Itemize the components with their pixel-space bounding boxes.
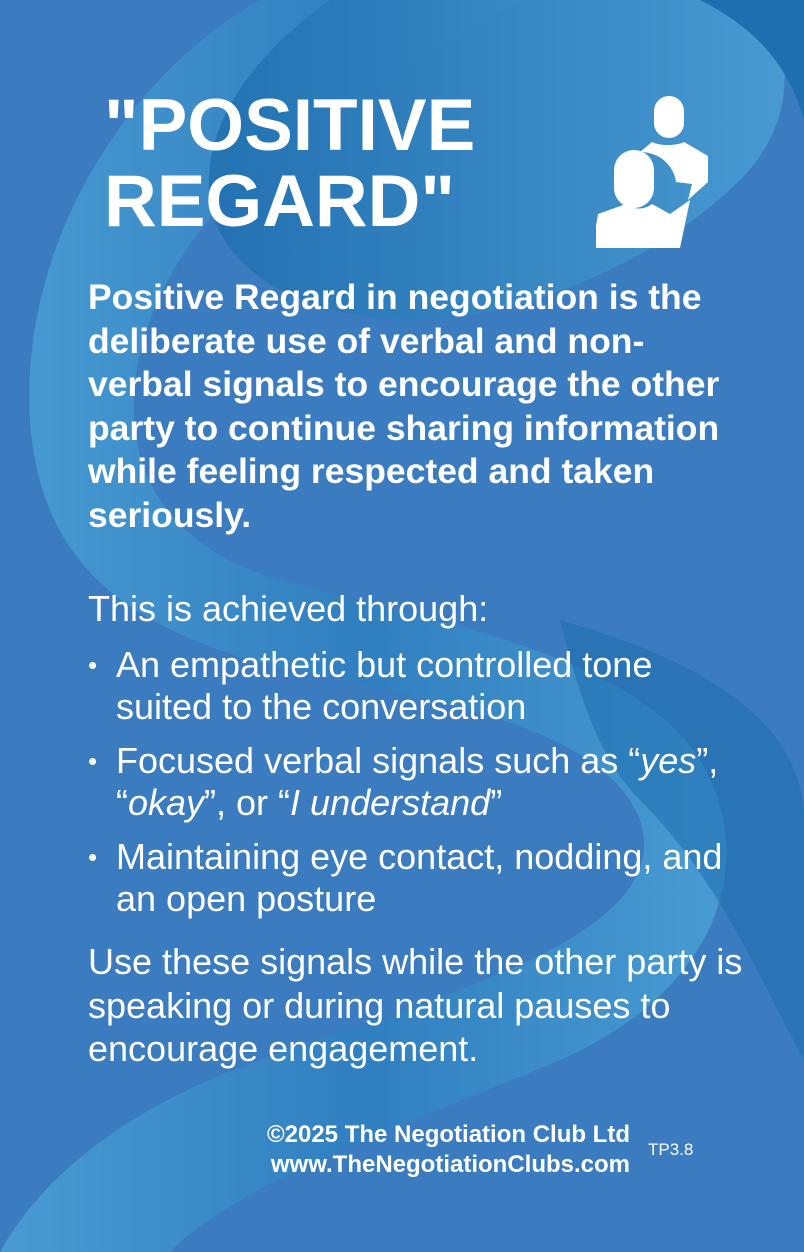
list-item bbox=[88, 836, 748, 920]
list-item-text: An empathetic but controlled tone suited to the conversation bbox=[116, 644, 653, 727]
closing-paragraph: Use these signals while the other party is speaking or during natural pauses to encourage engagement. bbox=[88, 941, 743, 1069]
quote-okay: okay bbox=[128, 782, 205, 823]
card-code: TP3.8 bbox=[648, 1140, 694, 1159]
list-item: • Focused verbal signals such as “yes”, “okay”, or “I understand” bbox=[88, 740, 719, 823]
quote-i-understand: I understand bbox=[290, 782, 491, 823]
lead-in-text: This is achieved through: bbox=[88, 588, 489, 629]
website-link[interactable]: www.TheNegotiationClubs.com bbox=[270, 1151, 630, 1178]
footer bbox=[150, 1120, 630, 1180]
title-line-2: REGARD" bbox=[104, 161, 455, 242]
list-item bbox=[88, 644, 748, 728]
bullet-icon: • bbox=[88, 842, 98, 872]
quote-yes: yes bbox=[640, 740, 697, 781]
list-item-text: Focused verbal signals such as bbox=[116, 740, 629, 781]
definition-paragraph: Positive Regard in negotiation is the deliberate use of verbal and non-verbal signals to encourage the other party to continue sharing information while feeling respected and taken seriously. bbox=[88, 277, 720, 535]
technique-list bbox=[88, 644, 748, 932]
copyright-text: ©2025 The Negotiation Club Ltd bbox=[266, 1121, 630, 1148]
bullet-icon: • bbox=[88, 746, 98, 776]
title-line-1: "POSITIVE bbox=[104, 85, 476, 166]
two-people-conversation-icon bbox=[596, 96, 712, 248]
card-title bbox=[104, 85, 476, 242]
list-item-text: Maintaining eye contact, nodding, and an open posture bbox=[116, 836, 723, 919]
bullet-icon: • bbox=[88, 650, 98, 680]
